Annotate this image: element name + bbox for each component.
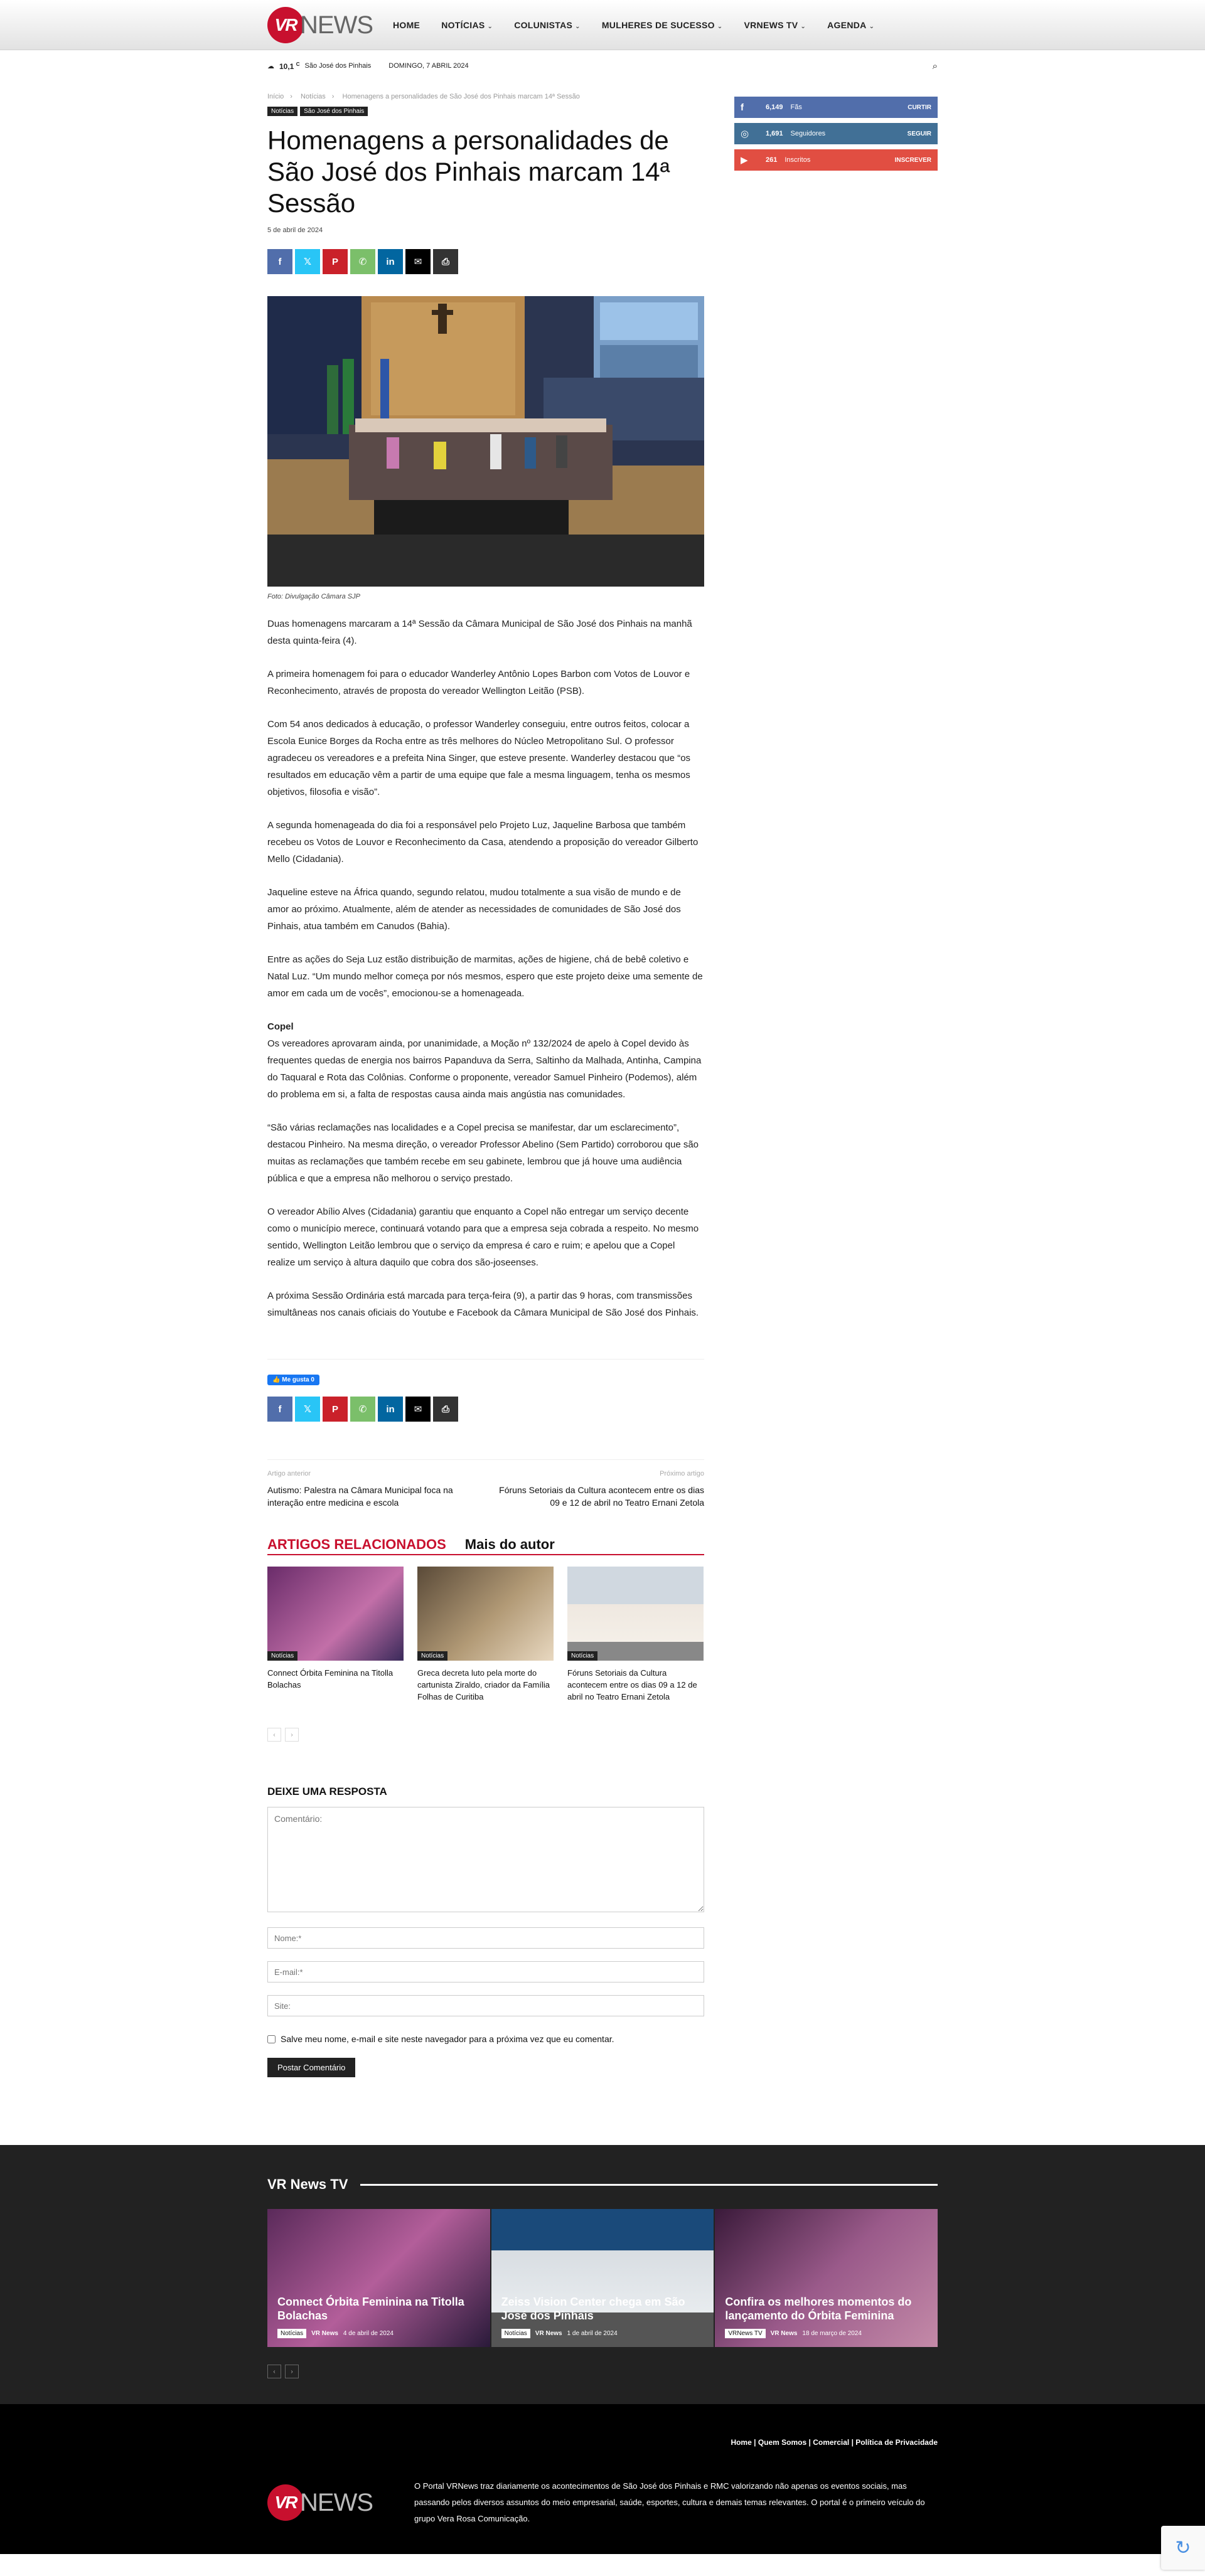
vrnews-tv-section: [0, 2145, 1205, 2404]
tag-sjp[interactable]: São José dos Pinhais: [300, 107, 368, 116]
next-article[interactable]: Próximo artigo Fóruns Setoriais da Cultura acontecem entre os dias 09 e 12 de abril no Teatro Ernani Zetola: [491, 1470, 704, 1509]
logo-vr-badge: VR: [267, 2484, 304, 2521]
weather-widget: [267, 61, 371, 71]
tab-more-from-author[interactable]: Mais do autor: [464, 1536, 555, 1552]
recaptcha-icon: ↻: [1175, 2537, 1191, 2558]
nav-colunistas[interactable]: COLUNISTAS ⌄: [514, 20, 581, 30]
breadcrumb-current: Homenagens a personalidades de São José dos Pinhais marcam 14ª Sessão: [342, 93, 580, 100]
tv-grid: [267, 2209, 938, 2347]
whatsapp-icon[interactable]: ✆: [350, 249, 375, 274]
prev-article[interactable]: Artigo anterior Autismo: Palestra na Câmara Municipal foca na interação entre medicina e escola: [267, 1470, 481, 1509]
footer-link-comercial[interactable]: Comercial: [813, 2438, 850, 2447]
article-subhead: Copel: [267, 1021, 294, 1032]
paragraph: Com 54 anos dedicados à educação, o professor Wanderley conseguiu, entre outros feitos, colocar a Escola Eunice Borges da Rocha entre as três melhores do Núcleo Metropolitano Sul. O professor agradeceu os vereadores e a prefeita Nina Singer, que esteve presente. Wanderley destacou que “os resultados em educação vêm a partir de uma equipe que fale a mesma linguagem, tenha os mesmos objetivos, filosofia e visão”.: [267, 719, 691, 797]
temperature: 10,1 $^C$: [279, 61, 300, 71]
breadcrumb: Início › Notícias › Homenagens a personalidades de São José dos Pinhais marcam 14ª Sessão: [267, 93, 580, 100]
footer-links: Home | Quem Somos | Comercial | Política de Privacidade: [731, 2438, 938, 2447]
related-thumbnail[interactable]: Notícias: [567, 1567, 704, 1661]
logo-news-text: NEWS: [300, 11, 373, 39]
next-article-title[interactable]: Fóruns Setoriais da Cultura acontecem entre os dias 09 e 12 de abril no Teatro Ernani Zetola: [499, 1485, 704, 1508]
logo-vr-badge: VR: [267, 7, 304, 43]
print-icon[interactable]: ⎙: [433, 249, 458, 274]
paragraph: Duas homenagens marcaram a 14ª Sessão da Câmara Municipal de São José dos Pinhais na manhã desta quinta-feira (4).: [267, 619, 692, 646]
article-title: Homenagens a personalidades de São José dos Pinhais marcam 14ª Sessão: [267, 125, 670, 218]
related-item[interactable]: [567, 1567, 704, 1703]
tv-item[interactable]: Connect Órbita Feminina na Titolla Bolachas Notícias VR News 4 de abril de 2024: [267, 2209, 490, 2347]
tv-item[interactable]: Zeiss Vision Center chega em São José dos Pinhais Notícias VR News 1 de abril de 2024: [491, 2209, 714, 2347]
comment-form-title: DEIXE UMA RESPOSTA: [267, 1786, 387, 1797]
publish-date: 5 de abril de 2024: [267, 226, 323, 234]
tv-pager: [267, 2365, 938, 2378]
site-header: [0, 0, 1205, 50]
email-icon[interactable]: ✉: [405, 1397, 431, 1422]
paragraph: Jaqueline esteve na África quando, segundo relatou, mudou totalmente a sua visão de mundo e de amor ao próximo. Atualmente, além de atender as necessidades de comunidades de São José dos Pinhais, atua também em Canudos (Bahia).: [267, 887, 681, 932]
related-title[interactable]: Fóruns Setoriais da Cultura acontecem entre os dias 09 a 12 de abril no Teatro Ernani Zetola: [567, 1668, 697, 1701]
facebook-icon: f: [741, 102, 744, 113]
share-bar-top: [267, 249, 704, 274]
chevron-down-icon: ⌄: [575, 23, 581, 30]
top-bar: [267, 50, 938, 82]
breadcrumb-home[interactable]: Início: [267, 93, 284, 100]
site-footer: [0, 2404, 1205, 2554]
x-icon[interactable]: 𝕏: [295, 249, 320, 274]
paragraph: Os vereadores aprovaram ainda, por unanimidade, a Moção nº 132/2024 de apelo à Copel devido às frequentes quedas de energia nos bairros Papanduva da Serra, Saltinho da Malhada, Antinha, Campina do Taquaral e Rota das Colônias. Conforme o proponente, vereador Samuel Pinheiro (Podemos), além do problema em si, a falta de respostas causa ainda mais angústia nas comunidades.: [267, 1038, 702, 1100]
article-tags: [267, 107, 704, 116]
footer-logo[interactable]: [267, 2484, 373, 2521]
breadcrumb-noticias[interactable]: Notícias: [301, 93, 326, 100]
chevron-left-icon[interactable]: ‹: [267, 1728, 281, 1742]
related-title[interactable]: Connect Órbita Feminina na Titolla Bolachas: [267, 1668, 394, 1690]
comment-textarea[interactable]: [267, 1807, 704, 1912]
chevron-down-icon: ⌄: [800, 23, 806, 30]
related-item[interactable]: [267, 1567, 404, 1703]
whatsapp-icon[interactable]: ✆: [350, 1397, 375, 1422]
paragraph: A próxima Sessão Ordinária está marcada para terça-feira (9), a partir das 9 horas, com transmissões simultâneas nos canais oficiais do Youtube e Facebook da Câmara Municipal de São José dos Pinhais.: [267, 1291, 699, 1318]
site-logo[interactable]: [267, 7, 373, 43]
related-pager: [267, 1728, 704, 1742]
related-title[interactable]: Greca decreta luto pela morte do cartunista Ziraldo, criador da Família Folhas de Curitiba: [417, 1668, 550, 1701]
comment-form: [267, 1786, 704, 2077]
pinterest-icon[interactable]: P: [323, 249, 348, 274]
youtube-icon: ▶: [741, 155, 748, 166]
post-comment-button[interactable]: Postar Comentário: [267, 2058, 355, 2077]
paragraph: “São várias reclamações nas localidades e a Copel precisa se manifestar, dar um esclarecimento”, destacou Pinheiro. Na mesma direção, o vereador Professor Abelino (Sem Partido) corroborou que são muitas as reclamações que também recebe em seu gabinete, lembrou que já houve uma audiência pública e que a empresa não melhorou o serviço prestado.: [267, 1122, 699, 1184]
related-tabs: [267, 1536, 704, 1555]
name-field[interactable]: [267, 1927, 704, 1949]
prev-next-nav: [267, 1459, 704, 1509]
logo-news-text: NEWS: [300, 2488, 373, 2516]
site-field[interactable]: [267, 1995, 704, 2016]
tv-item-title[interactable]: Connect Órbita Feminina na Titolla Bolachas: [277, 2296, 464, 2322]
linkedin-icon[interactable]: in: [378, 249, 403, 274]
chevron-down-icon: ⌄: [869, 23, 875, 30]
seguir-button[interactable]: SEGUIR: [907, 130, 931, 137]
inscrever-button[interactable]: INSCREVER: [894, 156, 931, 164]
chevron-right-icon[interactable]: ›: [285, 1728, 299, 1742]
sidebar: [734, 82, 938, 2077]
footer-about: O Portal VRNews traz diariamente os acontecimentos de São José dos Pinhais e RMC valorizando não apenas os eventos sociais, mas passando pelos diversos assuntos do meio empresarial, saúde, esportes, cultura e demais temas relevantes. O portal é o primeiro veículo do grupo Vera Rosa Comunicação.: [414, 2481, 925, 2523]
related-thumbnail[interactable]: Notícias: [267, 1567, 404, 1661]
footer-link-privacidade[interactable]: Política de Privacidade: [855, 2438, 938, 2447]
thumbs-up-icon: 👍: [272, 1376, 281, 1383]
current-date: DOMINGO, 7 ABRIL 2024: [388, 62, 469, 70]
prev-article-title[interactable]: Autismo: Palestra na Câmara Municipal foca na interação entre medicina e escola: [267, 1485, 453, 1508]
search-icon[interactable]: ⌕: [932, 60, 938, 72]
like-box: [267, 1359, 704, 1385]
email-field[interactable]: [267, 1961, 704, 1983]
chevron-down-icon: ⌄: [717, 23, 723, 30]
tv-item[interactable]: Confira os melhores momentos do lançamento do Órbita Feminina VRNews TV VR News 18 de março de 2024: [715, 2209, 938, 2347]
city-name: São José dos Pinhais: [304, 62, 372, 70]
linkedin-icon[interactable]: in: [378, 1397, 403, 1422]
paragraph: A primeira homenagem foi para o educador Wanderley Antônio Lopes Barbon com Votos de Louvor e Reconhecimento, através de proposta do vereador Wellington Leitão (PSB).: [267, 669, 690, 696]
tv-section-title: VR News TV: [267, 2176, 938, 2193]
nav-agenda[interactable]: AGENDA ⌄: [827, 20, 875, 30]
tab-related[interactable]: ARTIGOS RELACIONADOS: [267, 1536, 446, 1552]
social-facebook[interactable]: f 6,149 Fãs CURTIR: [734, 97, 938, 118]
footer-link-home[interactable]: Home: [731, 2438, 752, 2447]
facebook-icon[interactable]: f: [267, 249, 292, 274]
featured-photo: [267, 296, 704, 587]
social-youtube[interactable]: ▶ 261 Inscritos INSCREVER: [734, 149, 938, 171]
paragraph: A segunda homenageada do dia foi a responsável pelo Projeto Luz, Jaqueline Barbosa que também recebeu os Votos de Louvor e Reconhecimento da Casa, atendendo a proposição do vereador Gilberto Mello (Cidadania).: [267, 820, 699, 865]
nav-vrnews-tv[interactable]: VRNEWS TV ⌄: [744, 20, 806, 30]
social-instagram[interactable]: ◎ 1,691 Seguidores SEGUIR: [734, 123, 938, 144]
chevron-left-icon[interactable]: ‹: [267, 2365, 281, 2378]
chevron-right-icon[interactable]: ›: [285, 2365, 299, 2378]
cloud-icon: ☁: [267, 62, 274, 70]
save-info-checkbox[interactable]: [267, 2035, 276, 2043]
related-thumbnail[interactable]: Notícias: [417, 1567, 554, 1661]
related-grid: [267, 1567, 704, 1703]
photo-caption: Foto: Divulgação Câmara SJP: [267, 593, 360, 600]
main-nav: [393, 20, 874, 30]
share-bar-bottom: [267, 1397, 704, 1422]
facebook-like-button[interactable]: 👍 Me gusta 0: [267, 1375, 319, 1385]
x-icon[interactable]: 𝕏: [295, 1397, 320, 1422]
save-info-checkbox-row[interactable]: Salve meu nome, e-mail e site neste navegador para a próxima vez que eu comentar.: [267, 2034, 704, 2044]
nav-home[interactable]: HOME: [393, 20, 420, 30]
related-item[interactable]: [417, 1567, 554, 1703]
paragraph: O vereador Abílio Alves (Cidadania) garantiu que enquanto a Copel não entregar um serviço decente como o município merece, continuará votando para que a empresa seja cobrada a respeito. No mesmo sentido, Wellington Leitão lembrou que o serviço da empresa é caro e ruim; e apelou que a Copel realize um serviço à altura daquilo que cobra dos são-joseenses.: [267, 1206, 699, 1268]
tv-item-title[interactable]: Confira os melhores momentos do lançamento do Órbita Feminina: [725, 2296, 912, 2322]
email-icon[interactable]: ✉: [405, 249, 431, 274]
facebook-icon[interactable]: f: [267, 1397, 292, 1422]
paragraph: Entre as ações do Seja Luz estão distribuição de marmitas, ações de higiene, chá de bebê coletivo e Natal Luz. “Um mundo melhor começa por nós mesmos, espero que este projeto deixe uma semente de amor em cada um de vocês”, emocionou-se a homenageada.: [267, 954, 703, 999]
nav-mulheres-de-sucesso[interactable]: MULHERES DE SUCESSO ⌄: [601, 20, 723, 30]
pinterest-icon[interactable]: P: [323, 1397, 348, 1422]
nav-noticias[interactable]: NOTÍCIAS ⌄: [441, 20, 493, 30]
tag-noticias[interactable]: Notícias: [267, 107, 297, 116]
footer-link-quem-somos[interactable]: Quem Somos: [758, 2438, 807, 2447]
print-icon[interactable]: ⎙: [433, 1397, 458, 1422]
instagram-icon: ◎: [741, 129, 749, 139]
tv-item-title[interactable]: Zeiss Vision Center chega em São José dos Pinhais: [501, 2296, 685, 2322]
article-main: [267, 82, 704, 2077]
chevron-down-icon: ⌄: [487, 23, 493, 30]
article-body: [267, 615, 704, 1321]
curtir-button[interactable]: CURTIR: [908, 104, 931, 111]
recaptcha-badge[interactable]: [1161, 2526, 1205, 2570]
